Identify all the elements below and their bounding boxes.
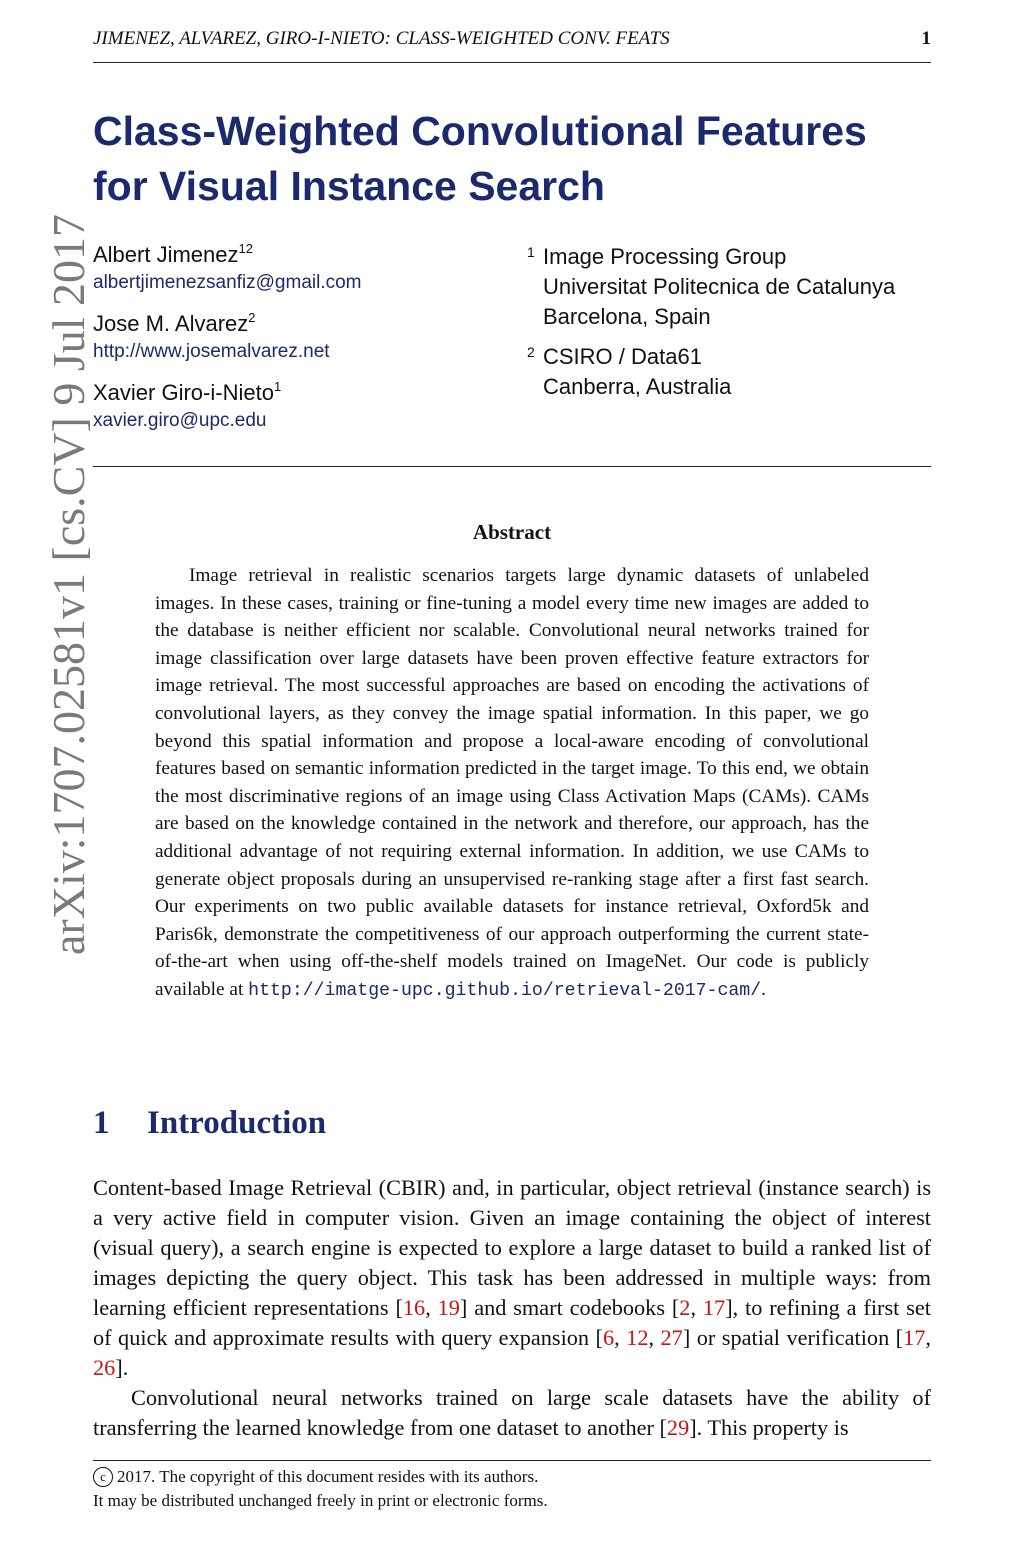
- citation-link[interactable]: 17: [702, 1295, 726, 1320]
- page-number: 1: [921, 28, 931, 49]
- copyright-footer: [93, 1465, 931, 1513]
- paper-title: [93, 104, 931, 214]
- header-rule: [93, 62, 931, 63]
- section-heading: [93, 1105, 326, 1142]
- copyright-line-1: c 2017. The copyright of this document resides with its authors.: [93, 1465, 931, 1489]
- citation-link[interactable]: 16: [402, 1295, 426, 1320]
- citation-link[interactable]: 6: [602, 1325, 615, 1350]
- affiliation-mark: 12: [238, 241, 253, 256]
- copyright-icon: c: [93, 1467, 113, 1487]
- running-head: [93, 28, 931, 56]
- author-email-link[interactable]: albertjimenezsanfiz@gmail.com: [93, 272, 362, 293]
- affiliation-mark: 1: [273, 379, 282, 394]
- citation-link[interactable]: 19: [437, 1295, 460, 1320]
- citation-link[interactable]: 27: [660, 1325, 683, 1350]
- arxiv-identifier: arXiv:1707.02581v1 [cs.CV] 9 Jul 2017: [43, 213, 94, 955]
- citation-link[interactable]: 12: [626, 1325, 649, 1350]
- affiliation-item: 1 Image Processing Group Universitat Politecnica de Catalunya Barcelona, Spain: [527, 244, 896, 329]
- affiliation-number: 1: [527, 244, 535, 260]
- footer-rule: [93, 1460, 931, 1461]
- abstract-text: Image retrieval in realistic scenarios targets large dynamic datasets of unlabeled images. In these cases, training or fine-tuning a model every time new images are added to the database is neither efficient nor scalable. Convolutional neural networks trained for image classification over large datasets have been proven effective feature extractors for image retrieval. The most successful approaches are based on encoding the activations of convolutional layers, as they convey the image spatial information. In this paper, we go beyond this spatial information and propose a local-aware encoding of convolutional features based on semantic information predicted in the target image. To this end, we obtain the most discriminative regions of an image using Class Activation Maps (CAMs). CAMs are based on the knowledge contained in the network and therefore, our approach, has the additional advantage of not requiring external information. In addition, we use CAMs to generate object proposals during an unsupervised re-ranking stage after a first fast search. Our experiments on two public available datasets for instance retrieval, Oxford5k and Paris6k, demonstrate the competitiveness of our approach outperforming the current state-of-the-art when using off-the-shelf models trained on ImageNet. Our code is publicly available at http://imatge-upc.github.io/retrieval-2017-cam/.: [155, 565, 869, 1001]
- affiliation-mark: 2: [248, 310, 256, 325]
- author-name: Jose M. Alvarez$^2$: [93, 310, 256, 336]
- author-website-link[interactable]: http://www.josemalvarez.net: [93, 341, 330, 362]
- running-head-title: JIMENEZ, ALVAREZ, GIRO-I-NIETO: CLASS-WEIGHTED CONV. FEATS: [93, 28, 670, 49]
- affiliation-number: 2: [527, 344, 535, 360]
- affiliation-list: [527, 242, 947, 412]
- affiliation-item: 2 CSIRO / Data61 Canberra, Australia: [527, 344, 732, 399]
- citation-link[interactable]: 26: [93, 1355, 116, 1380]
- copyright-line-2: It may be distributed unchanged freely in print or electronic forms.: [93, 1491, 548, 1510]
- code-url-link[interactable]: http://imatge-upc.github.io/retrieval-2017-cam/: [248, 980, 762, 1001]
- abstract-heading: Abstract: [472, 520, 552, 544]
- citation-link[interactable]: 2: [679, 1295, 691, 1320]
- paragraph: Convolutional neural networks trained on large scale datasets have the ability of transferring the learned knowledge from one dataset to another [29]. This property is: [93, 1385, 931, 1440]
- paragraph: Content-based Image Retrieval (CBIR) and, in particular, object retrieval (instance search) is a very active field in computer vision. Given an image containing the object of interest (visual query), a search engine is expected to explore a large dataset to build a ranked list of images depicting the query object. This task has been addressed in multiple ways: from learning efficient representations [16, 19] and smart codebooks [2, 17], to refining a first set of quick and approximate results with query expansion [6, 12, 27] or spatial verification [17, 26].: [93, 1175, 931, 1380]
- title-line-1: Class-Weighted Convolutional Features: [93, 108, 867, 154]
- introduction-body: [93, 1173, 931, 1443]
- section-number: 1: [93, 1105, 110, 1141]
- author-name: Albert Jimenez$^{12}$: [93, 241, 253, 267]
- author-name: Xavier Giro-i-Nieto$^1$: [93, 379, 282, 405]
- title-line-2: for Visual Instance Search: [93, 163, 605, 209]
- citation-link[interactable]: 29: [666, 1415, 690, 1440]
- citation-link[interactable]: 17: [903, 1325, 926, 1350]
- author-list: [93, 240, 513, 447]
- title-block-rule: [93, 466, 931, 467]
- section-title: Introduction: [147, 1105, 327, 1141]
- author-email-link[interactable]: xavier.giro@upc.edu: [93, 410, 267, 431]
